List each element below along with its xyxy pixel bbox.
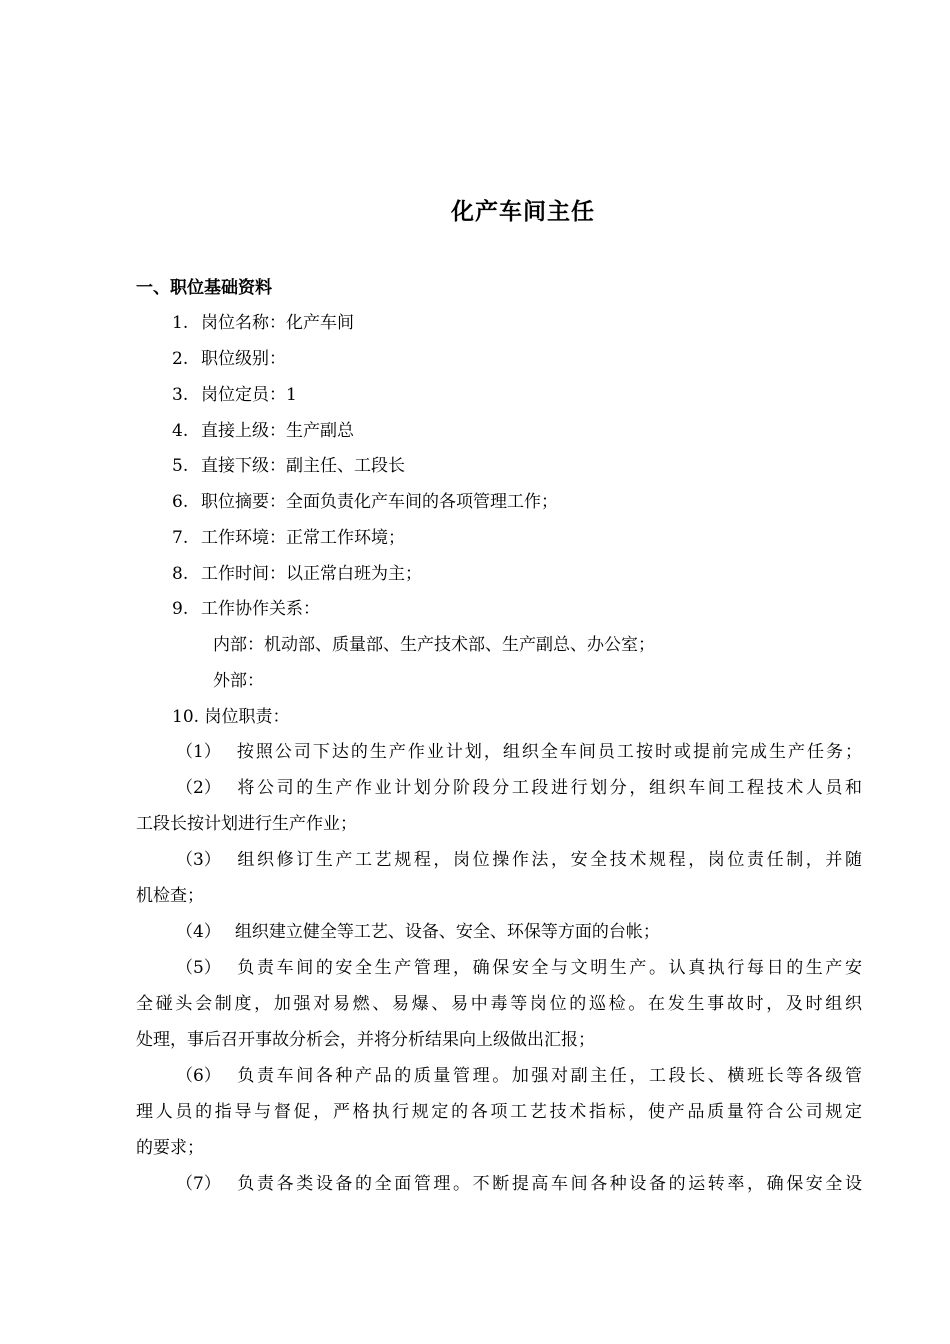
- item-text: 工作协作关系：: [201, 599, 320, 619]
- item-text: 职位级别：: [201, 349, 286, 369]
- duty-number: （2）: [176, 778, 221, 798]
- duty-text: 负责车间各种产品的质量管理。加强对副主任，工段长、横班长等各级管: [234, 1066, 862, 1086]
- duty-text: 将公司的生产作业计划分阶段分工段进行划分，组织车间工程技术人员和: [234, 778, 862, 798]
- item-text: 职位摘要：全面负责化产车间的各项管理工作；: [201, 492, 558, 512]
- duty-text: 负责各类设备的全面管理。不断提高车间各种设备的运转率，确保安全设: [234, 1174, 862, 1194]
- duty-number: （7）: [176, 1174, 221, 1194]
- item-number: 6.: [172, 492, 189, 512]
- duty-paragraph-line: [176, 957, 862, 979]
- duty-text: 组织建立健全等工艺、设备、安全、环保等方面的台帐；: [234, 922, 660, 942]
- duty-paragraph-line: [176, 741, 862, 763]
- item-number: 1.: [172, 313, 189, 333]
- item-text: 直接上级：生产副总: [201, 421, 354, 441]
- item-number: 8.: [172, 564, 189, 584]
- item-text: 岗位名称：化产车间: [201, 313, 354, 333]
- item-text: 工作时间：以正常白班为主；: [201, 564, 422, 584]
- list-item: [172, 563, 422, 585]
- duty-paragraph-line: 处理，事后召开事故分析会，并将分析结果向上级做出汇报；: [136, 1030, 595, 1050]
- item-number: 4.: [172, 421, 189, 441]
- list-item: [172, 491, 558, 513]
- duty-paragraph-line: [176, 849, 862, 871]
- list-item: [172, 527, 405, 549]
- list-item-duties-heading: 10. 岗位职责：: [172, 707, 290, 727]
- duty-paragraph-line: 全碰头会制度，加强对易燃、易爆、易中毒等岗位的巡检。在发生事故时，及时组织: [136, 994, 862, 1014]
- duty-paragraph-line: [176, 777, 862, 799]
- duty-paragraph-line: [176, 1065, 862, 1087]
- document-title: 化产车间主任: [451, 199, 595, 225]
- duty-text: 负责车间的安全生产管理，确保安全与文明生产。认真执行每日的生产安: [234, 958, 862, 978]
- list-item: [172, 384, 297, 406]
- item-number: 7.: [172, 528, 189, 548]
- list-item: [172, 598, 320, 620]
- duty-number: （3）: [176, 850, 221, 870]
- list-item: [172, 348, 286, 370]
- duty-number: （4）: [176, 922, 221, 942]
- list-item: [172, 312, 354, 334]
- duty-paragraph-line: 理人员的指导与督促，严格执行规定的各项工艺技术指标，使产品质量符合公司规定: [136, 1102, 862, 1122]
- duty-paragraph-line: 工段长按计划进行生产作业；: [136, 814, 357, 834]
- item-number: 5.: [172, 456, 189, 476]
- duty-paragraph-line: [176, 921, 862, 943]
- duty-paragraph-line: 的要求；: [136, 1138, 204, 1158]
- item-number: 9.: [172, 599, 189, 619]
- cooperation-external: 外部：: [213, 671, 264, 691]
- cooperation-internal: 内部：机动部、质量部、生产技术部、生产副总、办公室；: [213, 635, 655, 655]
- item-number: 2.: [172, 349, 189, 369]
- duty-paragraph-line: 机检查；: [136, 886, 204, 906]
- duty-text: 组织修订生产工艺规程，岗位操作法，安全技术规程，岗位责任制，并随: [234, 850, 862, 870]
- item-text: 岗位定员：1: [201, 385, 297, 405]
- duty-number: （1）: [176, 742, 221, 762]
- item-number: 3.: [172, 385, 189, 405]
- duty-number: （6）: [176, 1066, 221, 1086]
- duty-text: 按照公司下达的生产作业计划，组织全车间员工按时或提前完成生产任务；: [234, 742, 862, 762]
- item-text: 工作环境：正常工作环境；: [201, 528, 405, 548]
- duty-number: （5）: [176, 958, 221, 978]
- item-text: 直接下级：副主任、工段长: [201, 456, 405, 476]
- list-item: [172, 420, 354, 442]
- duty-paragraph-line: [176, 1173, 862, 1195]
- list-item: [172, 455, 405, 477]
- section-heading: 一、职位基础资料: [136, 278, 272, 298]
